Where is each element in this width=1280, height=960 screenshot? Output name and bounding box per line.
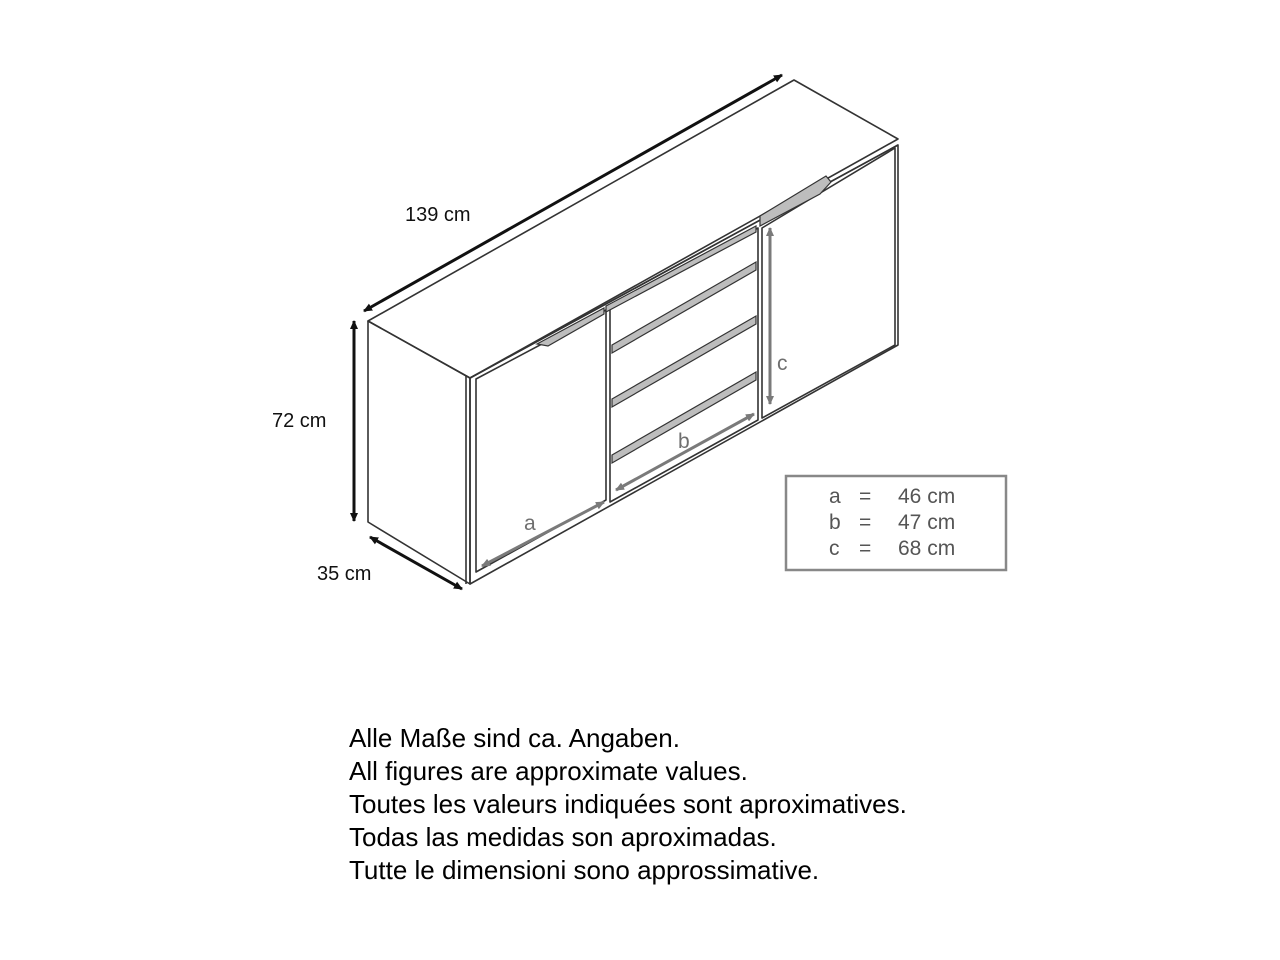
legend-equals: = [859, 537, 872, 560]
left-door [476, 310, 606, 572]
width-arrow [364, 75, 782, 311]
legend-value: 47 cm [898, 511, 956, 534]
inner-label-a: a [524, 512, 536, 535]
depth-label: 35 cm [317, 563, 372, 585]
legend-equals: = [859, 485, 872, 508]
legend-box [786, 476, 1006, 570]
legend-border [786, 476, 1006, 570]
legend-key: c [829, 537, 840, 560]
arrow-a [482, 502, 604, 566]
note-line-italian: Tutte le dimensioni sono approssimative. [349, 855, 820, 885]
note-line-french: Toutes les valeurs indiquées sont aproximatives. [349, 789, 907, 819]
width-label: 139 cm [405, 204, 471, 226]
legend-equals: = [859, 511, 872, 534]
right-door-handle [760, 176, 831, 226]
approximate-values-notes [349, 722, 1069, 887]
legend-key: a [829, 485, 841, 508]
height-label: 72 cm [272, 410, 327, 432]
note-line-german: Alle Maße sind ca. Angaben. [349, 723, 680, 753]
inner-label-c: c [777, 352, 788, 375]
handle-grooves [537, 176, 831, 463]
note-line-spanish: Todas las medidas son aproximadas. [349, 822, 777, 852]
depth-arrow [370, 537, 462, 589]
inner-label-b: b [678, 430, 690, 453]
legend-value: 46 cm [898, 485, 956, 508]
note-line-english: All figures are approximate values. [349, 756, 748, 786]
left-door-handle [537, 308, 604, 346]
legend-key: b [829, 511, 841, 534]
right-door [762, 148, 895, 418]
drawer-2-handle [612, 316, 756, 407]
legend-value: 68 cm [898, 537, 956, 560]
drawer-1-handle [612, 262, 756, 353]
top-drawer-rail [606, 226, 756, 312]
